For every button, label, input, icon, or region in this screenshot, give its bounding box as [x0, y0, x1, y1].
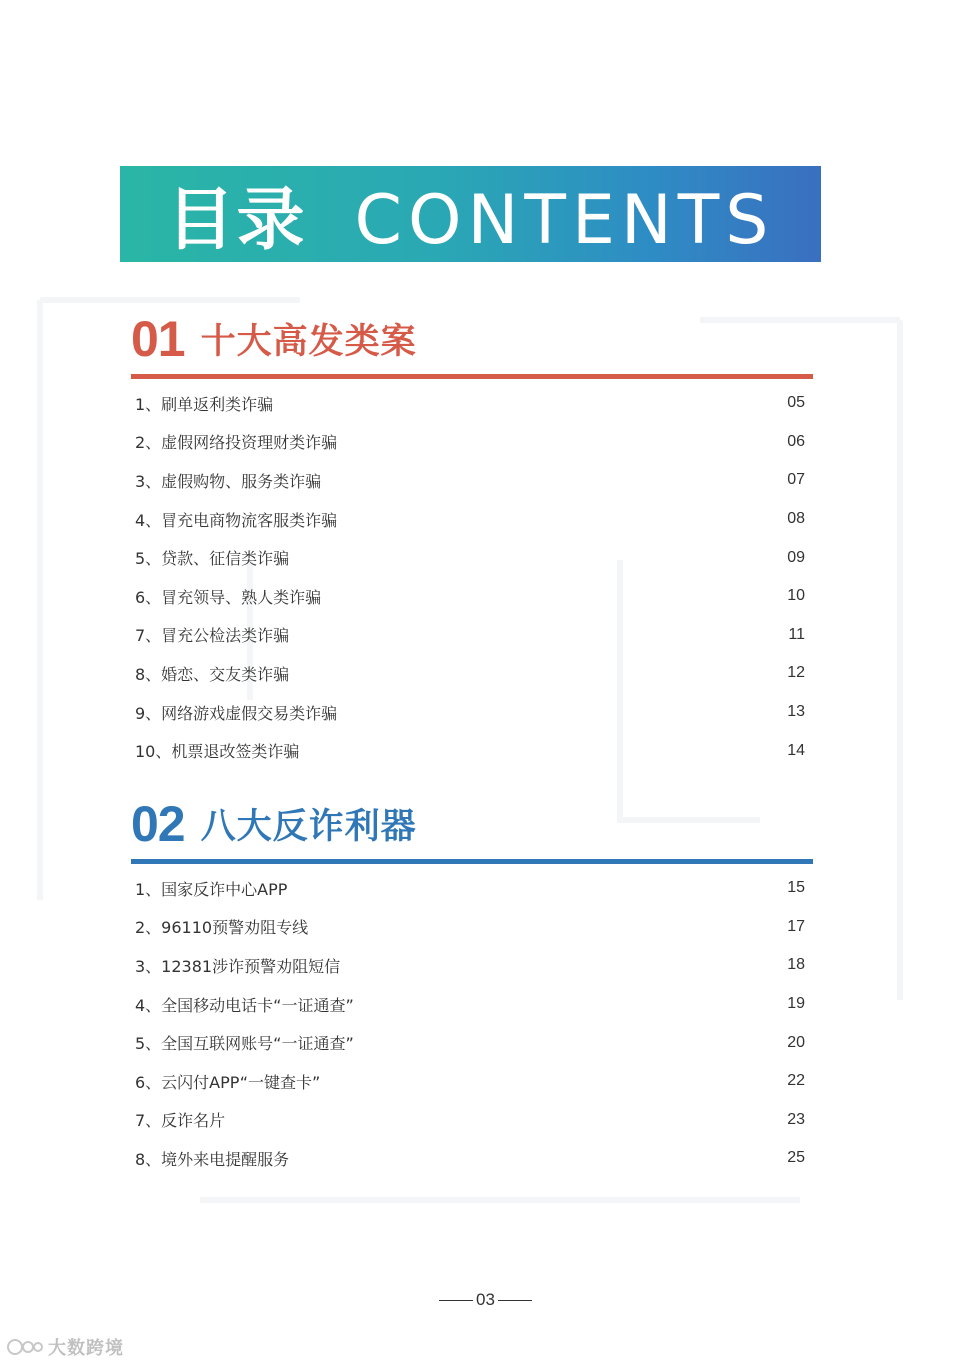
toc-item-page: 08	[787, 510, 805, 528]
toc-item-page: 15	[787, 879, 805, 897]
section-number: 01	[131, 311, 185, 367]
toc-item-label: 2、96110预警劝阻专线	[135, 918, 309, 938]
footer-dash-left	[439, 1300, 473, 1301]
toc-item-label: 7、冒充公检法类诈骗	[135, 626, 290, 646]
toc-item-page: 13	[787, 703, 805, 721]
section-divider	[131, 374, 813, 379]
toc-item-label: 3、12381涉诈预警劝阻短信	[135, 956, 341, 976]
page-number: 03	[476, 1290, 495, 1309]
toc-item-page: 10	[787, 587, 805, 605]
toc-item-label: 2、虚假网络投资理财类诈骗	[135, 433, 338, 453]
toc-item[interactable]	[131, 1101, 813, 1140]
toc-item-page: 22	[787, 1072, 805, 1090]
page-number-footer	[0, 1290, 971, 1310]
toc-item[interactable]	[131, 461, 813, 500]
toc-item[interactable]	[131, 577, 813, 616]
toc-item-page: 23	[787, 1110, 805, 1128]
toc-item-label: 8、婚恋、交友类诈骗	[135, 664, 290, 684]
toc-item-label: 10、机票退改签类诈骗	[135, 742, 300, 762]
toc-item-label: 6、冒充领导、熟人类诈骗	[135, 587, 322, 607]
toc-item[interactable]	[131, 423, 813, 462]
toc-list	[131, 869, 813, 1178]
section-divider	[131, 859, 813, 864]
toc-item-page: 06	[787, 432, 805, 450]
toc-item-label: 3、虚假购物、服务类诈骗	[135, 471, 322, 491]
toc-item-label: 6、云闪付APP“一键查卡”	[135, 1072, 321, 1092]
toc-item-page: 14	[787, 741, 805, 759]
toc-item-label: 5、全国互联网账号“一证通查”	[135, 1034, 354, 1054]
banner-title	[167, 166, 775, 263]
toc-item-label: 1、国家反诈中心APP	[135, 879, 288, 899]
banner-title-en: CONTENTS	[354, 180, 775, 260]
section-heading	[131, 310, 813, 367]
toc-item-label: 9、网络游戏虚假交易类诈骗	[135, 703, 338, 723]
toc-item[interactable]	[131, 538, 813, 577]
section-number: 02	[131, 796, 185, 852]
toc-item-page: 17	[787, 917, 805, 935]
toc-item[interactable]	[131, 869, 813, 908]
section-02	[131, 795, 813, 1178]
toc-item-label: 5、贷款、征信类诈骗	[135, 549, 290, 569]
toc-item[interactable]	[131, 1139, 813, 1178]
toc-item-page: 25	[787, 1149, 805, 1167]
toc-item[interactable]	[131, 946, 813, 985]
toc-item-page: 05	[787, 394, 805, 412]
toc-item-page: 20	[787, 1033, 805, 1051]
toc-item-label: 1、刷单返利类诈骗	[135, 394, 274, 414]
toc-item[interactable]	[131, 384, 813, 423]
banner-title-cn: 目录	[166, 180, 307, 260]
brand-logo-icon	[6, 1336, 44, 1358]
toc-item-page: 11	[788, 625, 805, 643]
toc-item-page: 09	[787, 548, 805, 566]
toc-item-page: 07	[787, 471, 805, 489]
section-heading	[131, 795, 813, 852]
toc-item[interactable]	[131, 908, 813, 947]
section-title: 十大高发类案	[200, 321, 417, 362]
toc-list	[131, 384, 813, 770]
toc-item[interactable]	[131, 1023, 813, 1062]
brand-watermark	[6, 1334, 124, 1360]
brand-text: 大数跨境	[48, 1338, 124, 1359]
toc-item[interactable]	[131, 654, 813, 693]
footer-dash-right	[498, 1300, 532, 1301]
toc-item[interactable]	[131, 1062, 813, 1101]
toc-item-label: 4、冒充电商物流客服类诈骗	[135, 510, 338, 530]
toc-item[interactable]	[131, 616, 813, 655]
section-title: 八大反诈利器	[200, 806, 417, 847]
toc-item[interactable]	[131, 693, 813, 732]
toc-item-page: 18	[787, 956, 805, 974]
contents-banner	[120, 166, 821, 262]
section-01	[131, 310, 813, 770]
toc-item[interactable]	[131, 500, 813, 539]
toc-item[interactable]	[131, 731, 813, 770]
toc-item-label: 8、境外来电提醒服务	[135, 1149, 290, 1169]
toc-item-page: 12	[787, 664, 805, 682]
toc-item-label: 7、反诈名片	[135, 1111, 226, 1131]
toc-item-label: 4、全国移动电话卡“一证通查”	[135, 995, 354, 1015]
toc-item-page: 19	[787, 995, 805, 1013]
toc-item[interactable]	[131, 985, 813, 1024]
